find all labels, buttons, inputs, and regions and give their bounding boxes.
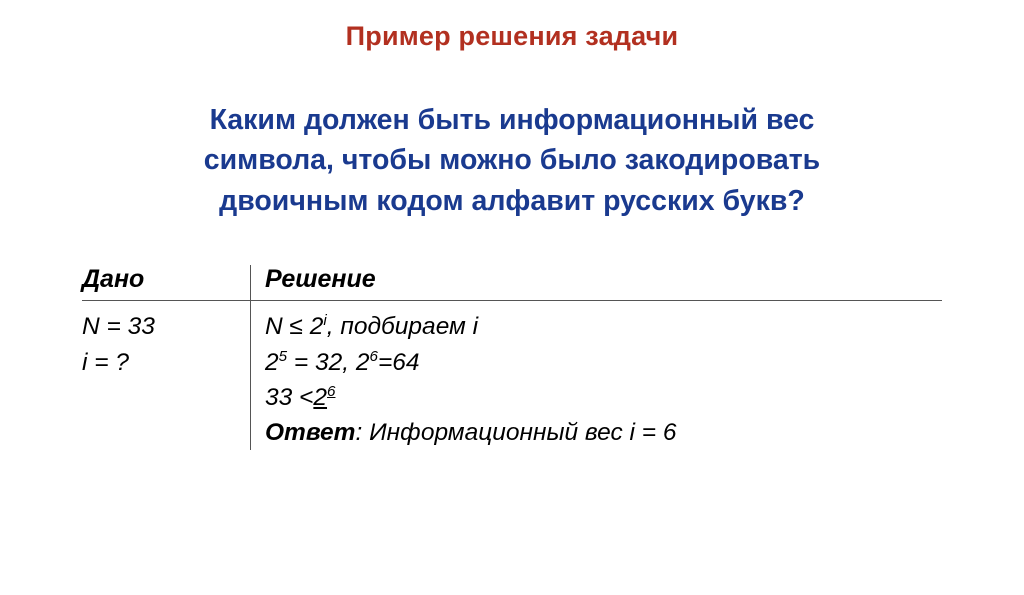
answer-text: : Информационный вес i = 6 bbox=[355, 419, 677, 447]
solution-line-2-part-c: =64 bbox=[377, 348, 420, 376]
solution-line-2-exponent-b: 6 bbox=[369, 347, 378, 365]
question-line-3: двоичным кодом алфавит русских букв? bbox=[219, 184, 805, 217]
solution-line-3 bbox=[265, 380, 942, 415]
question-line-2: символа, чтобы можно было закодировать bbox=[203, 144, 821, 177]
solution-line-2-part-b: = 32, 2 bbox=[287, 348, 370, 376]
given-cell bbox=[82, 301, 251, 451]
header-solution: Решение bbox=[251, 265, 943, 300]
solution-line-1-exponent: i bbox=[323, 312, 327, 330]
header-given: Дано bbox=[82, 265, 145, 294]
solution-cell bbox=[251, 301, 943, 451]
given-line-1: N = 33 bbox=[82, 313, 155, 341]
solution-line-3-part-a: 33 < bbox=[265, 383, 314, 411]
solution-line-2-exponent-a: 5 bbox=[278, 347, 288, 365]
question-block bbox=[72, 100, 952, 221]
solution-line-2 bbox=[265, 345, 942, 380]
answer-label: Ответ bbox=[265, 419, 356, 447]
solution-line-1 bbox=[265, 309, 942, 344]
table-header-row bbox=[82, 265, 942, 300]
solution-line-1-part-b: , подбираем i bbox=[326, 313, 479, 341]
solution-line-3-exponent: 6 bbox=[327, 382, 336, 400]
solution-line-1-part-a: N ≤ 2 bbox=[265, 313, 324, 341]
given-line-2: i = ? bbox=[82, 348, 129, 376]
page-title: Пример решения задачи bbox=[345, 21, 679, 51]
solution-line-3-underlined-base: 2 bbox=[313, 383, 328, 411]
answer-line bbox=[265, 415, 942, 450]
solution-line-2-part-a: 2 bbox=[265, 348, 279, 376]
table-body-row bbox=[82, 301, 942, 451]
solution-table bbox=[82, 265, 942, 450]
slide bbox=[0, 21, 1024, 595]
question-line-1: Каким должен быть информационный вес bbox=[209, 104, 815, 136]
